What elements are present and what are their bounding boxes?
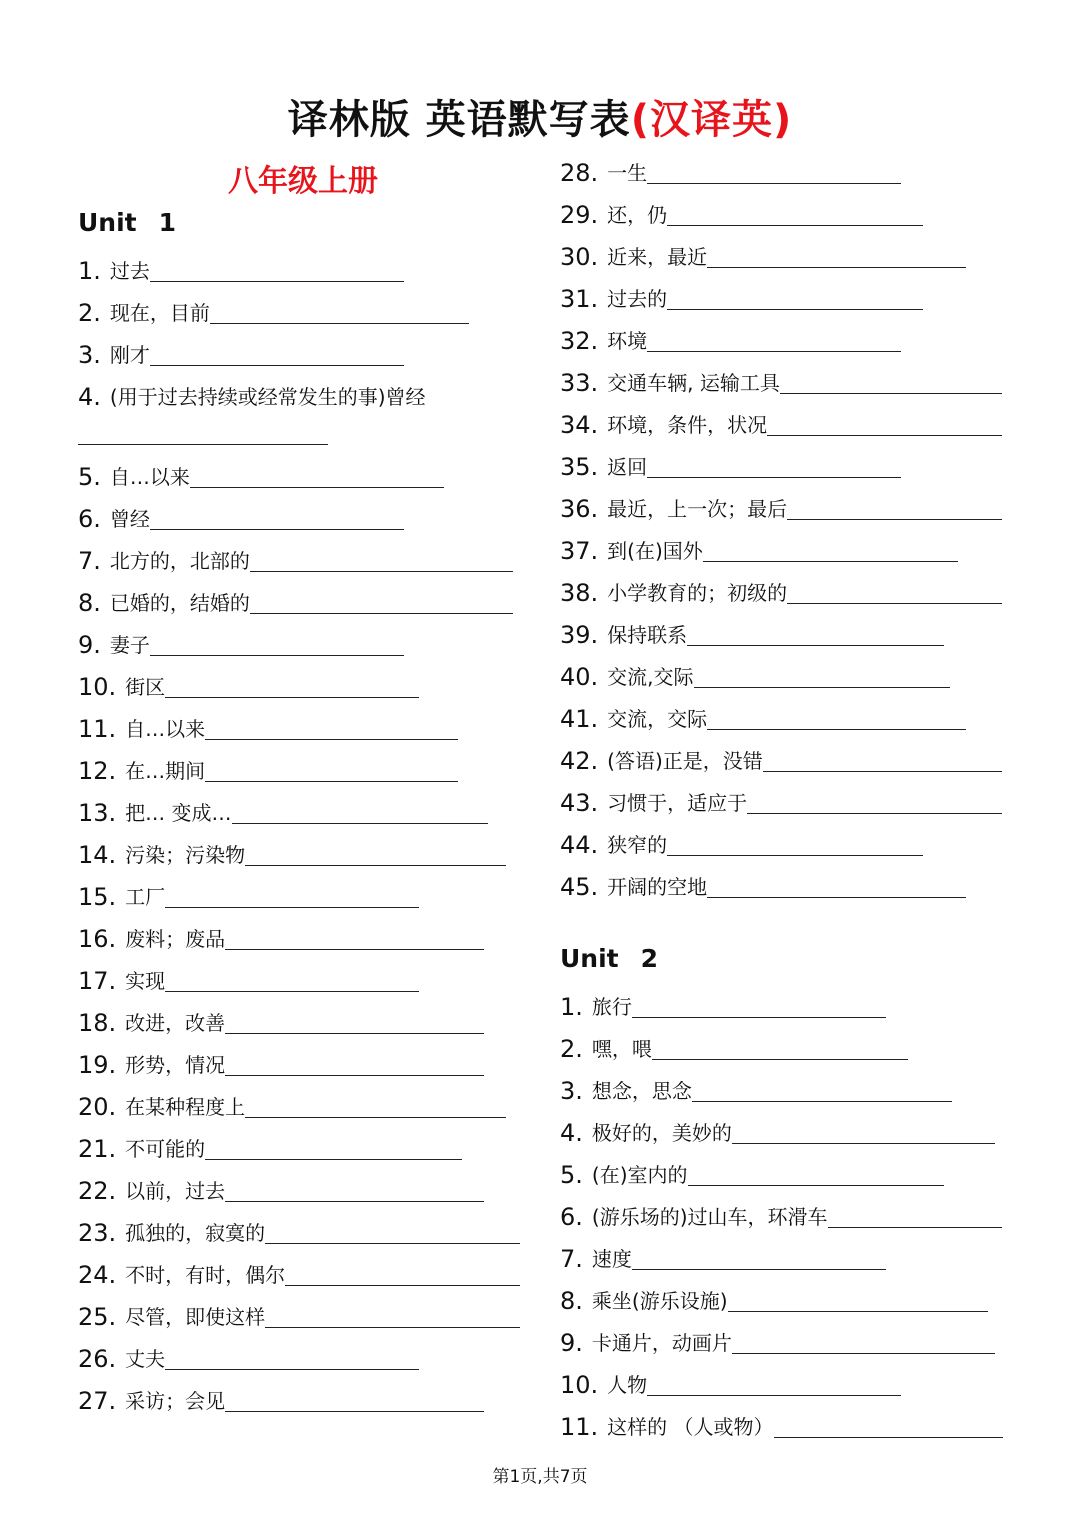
item-chinese-text: 工厂 bbox=[125, 885, 166, 909]
unit2-heading bbox=[560, 944, 658, 973]
vocab-row bbox=[78, 668, 528, 702]
item-number: 10. bbox=[560, 1371, 599, 1399]
vocab-row bbox=[560, 1240, 1010, 1274]
item-number: 11. bbox=[560, 1413, 599, 1441]
item-chinese-text: 街区 bbox=[125, 675, 166, 699]
vocab-row bbox=[560, 1156, 1010, 1190]
item-number: 24. bbox=[78, 1261, 117, 1289]
answer-blank-line[interactable] bbox=[190, 461, 444, 488]
item-chinese-text: 极好的，美妙的 bbox=[591, 1121, 732, 1145]
answer-blank-line[interactable] bbox=[647, 325, 901, 352]
answer-blank-line[interactable] bbox=[707, 871, 966, 898]
answer-blank-line[interactable] bbox=[707, 703, 966, 730]
item-number: 30. bbox=[560, 243, 599, 271]
vocab-row bbox=[560, 406, 1010, 440]
item-chinese-text: 到(在)国外 bbox=[607, 539, 703, 563]
page-footer: 第1页,共7页 bbox=[492, 1467, 588, 1487]
vocab-row bbox=[560, 1198, 1010, 1232]
vocab-row bbox=[78, 1004, 528, 1038]
vocab-row bbox=[78, 500, 528, 534]
answer-blank-line[interactable] bbox=[667, 199, 923, 226]
answer-blank-line[interactable] bbox=[232, 797, 488, 824]
item-number: 41. bbox=[560, 705, 599, 733]
item-chinese-text: 最近，上一次；最后 bbox=[607, 497, 788, 521]
vocab-row bbox=[78, 542, 528, 576]
vocab-row bbox=[560, 364, 1010, 398]
answer-blank-line[interactable] bbox=[205, 713, 458, 740]
item-chinese-text: 污染；污染物 bbox=[125, 843, 246, 867]
answer-blank-line[interactable] bbox=[205, 755, 458, 782]
vocab-row bbox=[78, 1382, 528, 1416]
item-number: 1. bbox=[560, 993, 583, 1021]
answer-blank-line[interactable] bbox=[732, 1117, 995, 1144]
answer-blank-line[interactable] bbox=[225, 923, 484, 950]
item-number: 27. bbox=[78, 1387, 117, 1415]
answer-blank-line[interactable] bbox=[210, 297, 469, 324]
item-chinese-text: 一生 bbox=[607, 161, 648, 185]
item-chinese-text: 交流,交际 bbox=[607, 665, 694, 689]
answer-blank-line[interactable] bbox=[165, 965, 419, 992]
vocab-row bbox=[78, 294, 528, 328]
item-number: 34. bbox=[560, 411, 599, 439]
item-number: 17. bbox=[78, 967, 117, 995]
vocab-row bbox=[560, 616, 1010, 650]
vocab-row bbox=[78, 710, 528, 744]
item-number: 40. bbox=[560, 663, 599, 691]
vocab-row bbox=[560, 322, 1010, 356]
item-number: 15. bbox=[78, 883, 117, 911]
vocab-row bbox=[560, 490, 1010, 524]
answer-blank-line[interactable] bbox=[652, 1033, 908, 1060]
item-number: 21. bbox=[78, 1135, 117, 1163]
unit1-number: 1 bbox=[158, 208, 177, 237]
vocab-row bbox=[560, 532, 1010, 566]
vocab-row bbox=[560, 658, 1010, 692]
item-chinese-text: 速度 bbox=[591, 1247, 632, 1271]
item-chinese-text: 交通车辆, 运输工具 bbox=[607, 371, 780, 395]
item-chinese-text: 废料；废品 bbox=[125, 927, 226, 951]
vocab-row bbox=[78, 1172, 528, 1206]
item-chinese-text: 交流，交际 bbox=[607, 707, 708, 731]
item-chinese-text: 在某种程度上 bbox=[125, 1095, 246, 1119]
vocab-row bbox=[78, 1298, 528, 1332]
answer-blank-line[interactable] bbox=[150, 255, 404, 282]
answer-blank-line[interactable] bbox=[225, 1175, 484, 1202]
answer-blank-line[interactable] bbox=[225, 1007, 484, 1034]
vocab-row bbox=[560, 1408, 1010, 1442]
answer-blank-line[interactable] bbox=[632, 1243, 886, 1270]
item-chinese-text: 刚才 bbox=[109, 343, 150, 367]
answer-blank-line[interactable] bbox=[78, 444, 328, 445]
answer-blank-line[interactable] bbox=[767, 409, 1002, 436]
unit1-label: Unit bbox=[78, 208, 137, 237]
item-number: 10. bbox=[78, 673, 117, 701]
item-chinese-text: 实现 bbox=[125, 969, 166, 993]
item-chinese-text: 以前，过去 bbox=[125, 1179, 226, 1203]
item-number: 23. bbox=[78, 1219, 117, 1247]
item-chinese-text: 不时，有时，偶尔 bbox=[125, 1263, 286, 1287]
vocab-row bbox=[560, 1324, 1010, 1358]
item-number: 4. bbox=[560, 1119, 583, 1147]
item-chinese-text: 小学教育的；初级的 bbox=[607, 581, 788, 605]
item-chinese-text: 开阔的空地 bbox=[607, 875, 708, 899]
vocab-row bbox=[78, 836, 528, 870]
item-number: 25. bbox=[78, 1303, 117, 1331]
vocab-row bbox=[78, 1340, 528, 1374]
item-chinese-text: 北方的，北部的 bbox=[109, 549, 250, 573]
vocab-row bbox=[560, 700, 1010, 734]
answer-blank-line[interactable] bbox=[747, 787, 1002, 814]
title-main: 译林版 英语默写表 bbox=[287, 97, 631, 143]
item-number: 5. bbox=[560, 1161, 583, 1189]
item-number: 2. bbox=[560, 1035, 583, 1063]
item-number: 29. bbox=[560, 201, 599, 229]
answer-blank-line[interactable] bbox=[225, 1385, 484, 1412]
unit2-number: 2 bbox=[640, 944, 659, 973]
item-chinese-text: 把… 变成… bbox=[125, 801, 232, 825]
item-chinese-text: (用于过去持续或经常发生的事)曾经 bbox=[109, 385, 426, 409]
answer-blank-line[interactable] bbox=[687, 619, 944, 646]
answer-blank-line[interactable] bbox=[694, 661, 950, 688]
answer-blank-line[interactable] bbox=[688, 1159, 944, 1186]
answer-blank-line[interactable] bbox=[165, 1343, 419, 1370]
vocab-row bbox=[78, 252, 528, 286]
answer-blank-line[interactable] bbox=[667, 283, 923, 310]
vocab-row bbox=[560, 742, 1010, 776]
item-chinese-text: 曾经 bbox=[109, 507, 150, 531]
item-chinese-text: 这样的 （人或物） bbox=[607, 1415, 774, 1439]
item-number: 37. bbox=[560, 537, 599, 565]
item-number: 13. bbox=[78, 799, 117, 827]
item-chinese-text: 人物 bbox=[607, 1373, 648, 1397]
vocab-row bbox=[560, 826, 1010, 860]
item-number: 1. bbox=[78, 257, 101, 285]
grade-heading: 八年级上册 bbox=[228, 164, 378, 199]
item-number: 2. bbox=[78, 299, 101, 327]
item-number: 3. bbox=[78, 341, 101, 369]
answer-blank-line[interactable] bbox=[692, 1075, 952, 1102]
item-chinese-text: 过去的 bbox=[607, 287, 668, 311]
item-number: 31. bbox=[560, 285, 599, 313]
vocab-row bbox=[78, 584, 528, 618]
item-chinese-text: 嘿，喂 bbox=[591, 1037, 652, 1061]
vocab-row bbox=[560, 868, 1010, 902]
answer-blank-line[interactable] bbox=[150, 339, 404, 366]
answer-blank-line[interactable] bbox=[780, 367, 1002, 394]
item-number: 14. bbox=[78, 841, 117, 869]
item-number: 43. bbox=[560, 789, 599, 817]
vocab-row bbox=[560, 238, 1010, 272]
item-number: 8. bbox=[78, 589, 101, 617]
answer-blank-line[interactable] bbox=[703, 535, 958, 562]
answer-blank-line[interactable] bbox=[632, 991, 886, 1018]
item-chinese-text: 习惯于，适应于 bbox=[607, 791, 748, 815]
item-chinese-text: 孤独的，寂寞的 bbox=[125, 1221, 266, 1245]
item-chinese-text: 过去 bbox=[109, 259, 150, 283]
unit1-heading bbox=[78, 208, 176, 237]
title-direction: (汉译英) bbox=[630, 97, 793, 143]
vocab-row bbox=[78, 920, 528, 954]
item-number: 26. bbox=[78, 1345, 117, 1373]
vocab-row bbox=[560, 988, 1010, 1022]
vocab-row bbox=[78, 378, 528, 412]
item-number: 6. bbox=[560, 1203, 583, 1231]
item-number: 36. bbox=[560, 495, 599, 523]
vocab-row bbox=[560, 1282, 1010, 1316]
item-number: 32. bbox=[560, 327, 599, 355]
item-chinese-text: 不可能的 bbox=[125, 1137, 206, 1161]
item-number: 8. bbox=[560, 1287, 583, 1315]
answer-blank-line[interactable] bbox=[250, 545, 513, 572]
vocab-row bbox=[78, 1256, 528, 1290]
item-chinese-text: 现在，目前 bbox=[109, 301, 210, 325]
answer-blank-line[interactable] bbox=[245, 1091, 506, 1118]
vocab-row bbox=[560, 1072, 1010, 1106]
vocab-row bbox=[560, 574, 1010, 608]
vocab-row bbox=[78, 1130, 528, 1164]
answer-blank-line[interactable] bbox=[165, 671, 419, 698]
answer-blank-line[interactable] bbox=[728, 1285, 988, 1312]
vocab-row bbox=[78, 962, 528, 996]
vocab-row bbox=[560, 448, 1010, 482]
answer-blank-line[interactable] bbox=[225, 1049, 484, 1076]
item-chinese-text: 形势，情况 bbox=[125, 1053, 226, 1077]
item-number: 22. bbox=[78, 1177, 117, 1205]
item-chinese-text: 返回 bbox=[607, 455, 648, 479]
unit2-label: Unit bbox=[560, 944, 619, 973]
vocab-row bbox=[560, 1030, 1010, 1064]
answer-blank-line[interactable] bbox=[787, 577, 1002, 604]
answer-blank-line[interactable] bbox=[285, 1259, 520, 1286]
item-chinese-text: 自…以来 bbox=[109, 465, 190, 489]
answer-blank-line[interactable] bbox=[828, 1201, 1002, 1228]
vocab-row bbox=[560, 784, 1010, 818]
answer-blank-line[interactable] bbox=[265, 1217, 520, 1244]
answer-blank-line[interactable] bbox=[165, 881, 419, 908]
item-chinese-text: 保持联系 bbox=[607, 623, 688, 647]
item-chinese-text: 在…期间 bbox=[125, 759, 206, 783]
item-chinese-text: (游乐场的)过山车，环滑车 bbox=[591, 1205, 828, 1229]
item-number: 9. bbox=[78, 631, 101, 659]
page-title bbox=[0, 88, 1080, 145]
answer-blank-line[interactable] bbox=[245, 839, 506, 866]
vocab-row bbox=[78, 1046, 528, 1080]
item-number: 4. bbox=[78, 383, 101, 411]
item-chinese-text: 采访；会见 bbox=[125, 1389, 226, 1413]
item-number: 44. bbox=[560, 831, 599, 859]
answer-blank-line[interactable] bbox=[774, 1411, 1003, 1438]
item-number: 11. bbox=[78, 715, 117, 743]
item-chinese-text: 已婚的，结婚的 bbox=[109, 591, 250, 615]
item-number: 3. bbox=[560, 1077, 583, 1105]
answer-blank-line[interactable] bbox=[647, 1369, 901, 1396]
answer-blank-line[interactable] bbox=[787, 493, 1002, 520]
item-number: 19. bbox=[78, 1051, 117, 1079]
vocab-row bbox=[560, 154, 1010, 188]
answer-blank-line[interactable] bbox=[265, 1301, 520, 1328]
vocab-row bbox=[78, 752, 528, 786]
item-chinese-text: 环境，条件，状况 bbox=[607, 413, 768, 437]
item-chinese-text: 尽管，即使这样 bbox=[125, 1305, 266, 1329]
item-number: 6. bbox=[78, 505, 101, 533]
item-number: 42. bbox=[560, 747, 599, 775]
item-chinese-text: 改进，改善 bbox=[125, 1011, 226, 1035]
item-number: 35. bbox=[560, 453, 599, 481]
item-number: 38. bbox=[560, 579, 599, 607]
item-number: 16. bbox=[78, 925, 117, 953]
item-chinese-text: (答语)正是，没错 bbox=[607, 749, 763, 773]
item-chinese-text: 还，仍 bbox=[607, 203, 668, 227]
answer-blank-line[interactable] bbox=[647, 451, 901, 478]
item-chinese-text: 旅行 bbox=[591, 995, 632, 1019]
item-chinese-text: 狭窄的 bbox=[607, 833, 668, 857]
answer-blank-line[interactable] bbox=[647, 157, 901, 184]
answer-blank-line[interactable] bbox=[763, 745, 1002, 772]
answer-blank-line[interactable] bbox=[732, 1327, 995, 1354]
item-number: 7. bbox=[78, 547, 101, 575]
item-number: 9. bbox=[560, 1329, 583, 1357]
vocab-row bbox=[78, 1088, 528, 1122]
item-chinese-text: (在)室内的 bbox=[591, 1163, 688, 1187]
item-chinese-text: 乘坐(游乐设施) bbox=[591, 1289, 728, 1313]
item-chinese-text: 卡通片，动画片 bbox=[591, 1331, 732, 1355]
answer-blank-line[interactable] bbox=[667, 829, 923, 856]
answer-blank-line[interactable] bbox=[150, 629, 404, 656]
vocab-row bbox=[78, 458, 528, 492]
vocab-row bbox=[78, 626, 528, 660]
vocab-row bbox=[78, 878, 528, 912]
item-chinese-text: 近来，最近 bbox=[607, 245, 708, 269]
vocab-row bbox=[560, 196, 1010, 230]
item-chinese-text: 环境 bbox=[607, 329, 648, 353]
answer-blank-line[interactable] bbox=[150, 503, 404, 530]
item-number: 39. bbox=[560, 621, 599, 649]
answer-blank-line[interactable] bbox=[250, 587, 513, 614]
item-number: 12. bbox=[78, 757, 117, 785]
vocab-row bbox=[78, 1214, 528, 1248]
item-number: 45. bbox=[560, 873, 599, 901]
item-number: 28. bbox=[560, 159, 599, 187]
answer-blank-line[interactable] bbox=[707, 241, 966, 268]
item-number: 33. bbox=[560, 369, 599, 397]
answer-blank-line[interactable] bbox=[205, 1133, 462, 1160]
vocab-row bbox=[78, 794, 528, 828]
item-chinese-text: 想念，思念 bbox=[591, 1079, 692, 1103]
item-chinese-text: 妻子 bbox=[109, 633, 150, 657]
item-chinese-text: 丈夫 bbox=[125, 1347, 166, 1371]
item-number: 7. bbox=[560, 1245, 583, 1273]
vocab-row bbox=[560, 1114, 1010, 1148]
vocab-row bbox=[78, 336, 528, 370]
vocab-row bbox=[560, 1366, 1010, 1400]
item-number: 18. bbox=[78, 1009, 117, 1037]
vocab-row bbox=[560, 280, 1010, 314]
item-chinese-text: 自…以来 bbox=[125, 717, 206, 741]
item-number: 20. bbox=[78, 1093, 117, 1121]
item-number: 5. bbox=[78, 463, 101, 491]
